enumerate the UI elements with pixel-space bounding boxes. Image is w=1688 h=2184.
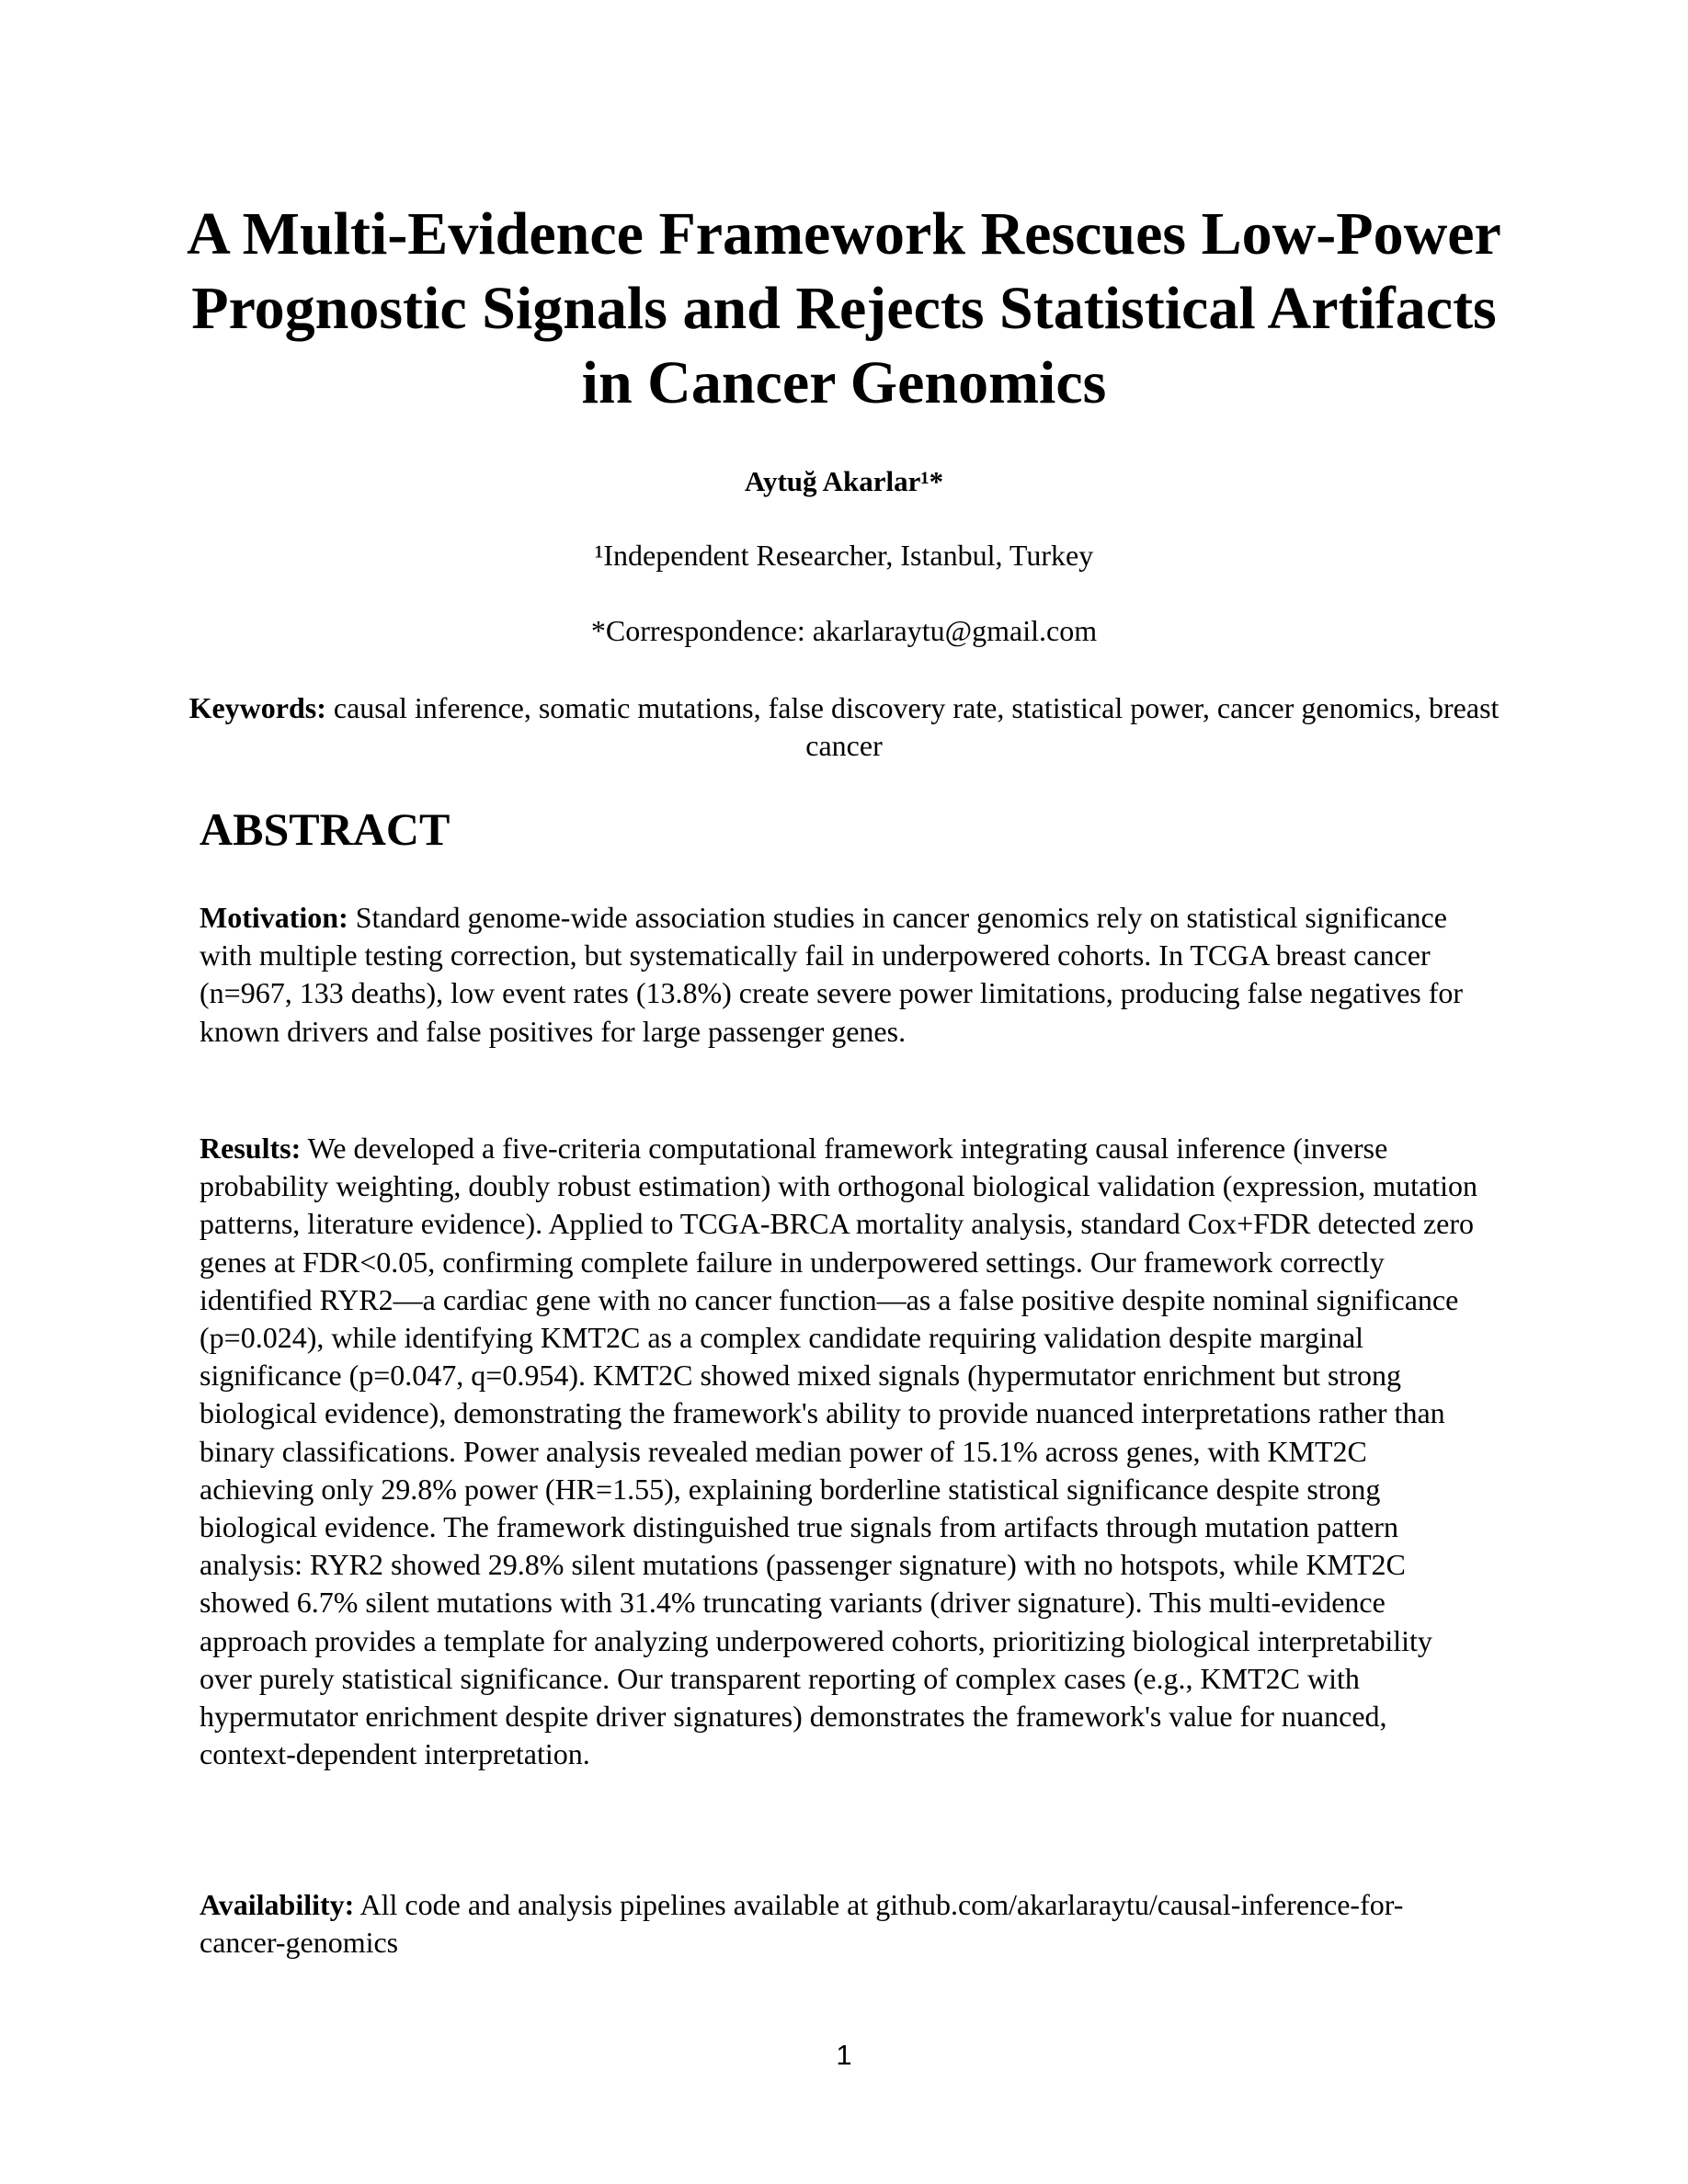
correspondence-email: *Correspondence: akarlaraytu@gmail.com [590, 614, 1098, 647]
availability-label: Availability: [200, 1888, 355, 1921]
paper-title: A Multi-Evidence Framework Rescues Low-Power Prognostic Signals and Rejects Statistical Artifacts in Cancer Genomics [187, 200, 1501, 416]
results-text: We developed a five-criteria computational framework integrating causal inference (inverse probability weighting, doubly robust estimation) with orthogonal biological validation (expression, mutation patterns, literature evidence). Applied to TCGA-BRCA mortality analysis, standard Cox+FDR detected zero genes at FDR<0.05, confirming complete failure in underpowered settings. Our framework correctly identified RYR2—a cardiac gene with no cancer function—as a false positive despite nominal significance (p=0.024), while identifying KMT2C as a complex candidate requiring validation despite marginal significance (p=0.047, q=0.954). KMT2C showed mixed signals (hypermutator enrichment but strong biological evidence), demonstrating the framework's ability to provide nuanced interpretations rather than binary classifications. Power analysis revealed median power of 15.1% across genes, with KMT2C achieving only 29.8% power (HR=1.55), explaining borderline statistical significance despite strong biological evidence. The framework distinguished true signals from artifacts through mutation pattern analysis: RYR2 showed 29.8% silent mutations (passenger signature) with no hotspots, while KMT2C showed 6.7% silent mutations with 31.4% truncating variants (driver signature). This multi-evidence approach provides a template for analyzing underpowered cohorts, prioritizing biological interpretability over purely statistical significance. Our transparent reporting of complex cases (e.g., KMT2C with hypermutator enrichment despite driver signatures) demonstrates the framework's value for nuanced, context-dependent interpretation. [200, 1132, 1478, 1771]
author-name: Aytuğ Akarlar¹* [744, 465, 944, 497]
availability-text: All code and analysis pipelines available at github.com/akarlaraytu/causal-inference-for-cancer-genomics [200, 1888, 1404, 1960]
keywords-label: Keywords: [188, 691, 326, 724]
keywords [184, 689, 1504, 765]
author-affiliation: ¹Independent Researcher, Istanbul, Turkey [594, 539, 1094, 572]
results-label: Results: [200, 1132, 302, 1165]
motivation-text: Standard genome-wide association studies in cancer genomics rely on statistical significance with multiple testing correction, but systematically fail in underpowered cohorts. In TCGA breast cancer (n=967, 133 deaths), low event rates (13.8%) create severe power limitations, producing false negatives for known drivers and false positives for large passenger genes. [200, 901, 1464, 1048]
abstract-results [200, 1130, 1487, 1773]
abstract-motivation [200, 899, 1487, 1051]
abstract-availability [200, 1886, 1487, 1962]
abstract-heading: ABSTRACT [200, 803, 451, 855]
keywords-text: causal inference, somatic mutations, false discovery rate, statistical power, cancer genomics, breast cancer [325, 691, 1500, 762]
motivation-label: Motivation: [200, 901, 348, 934]
page-number: 1 [836, 2039, 852, 2071]
